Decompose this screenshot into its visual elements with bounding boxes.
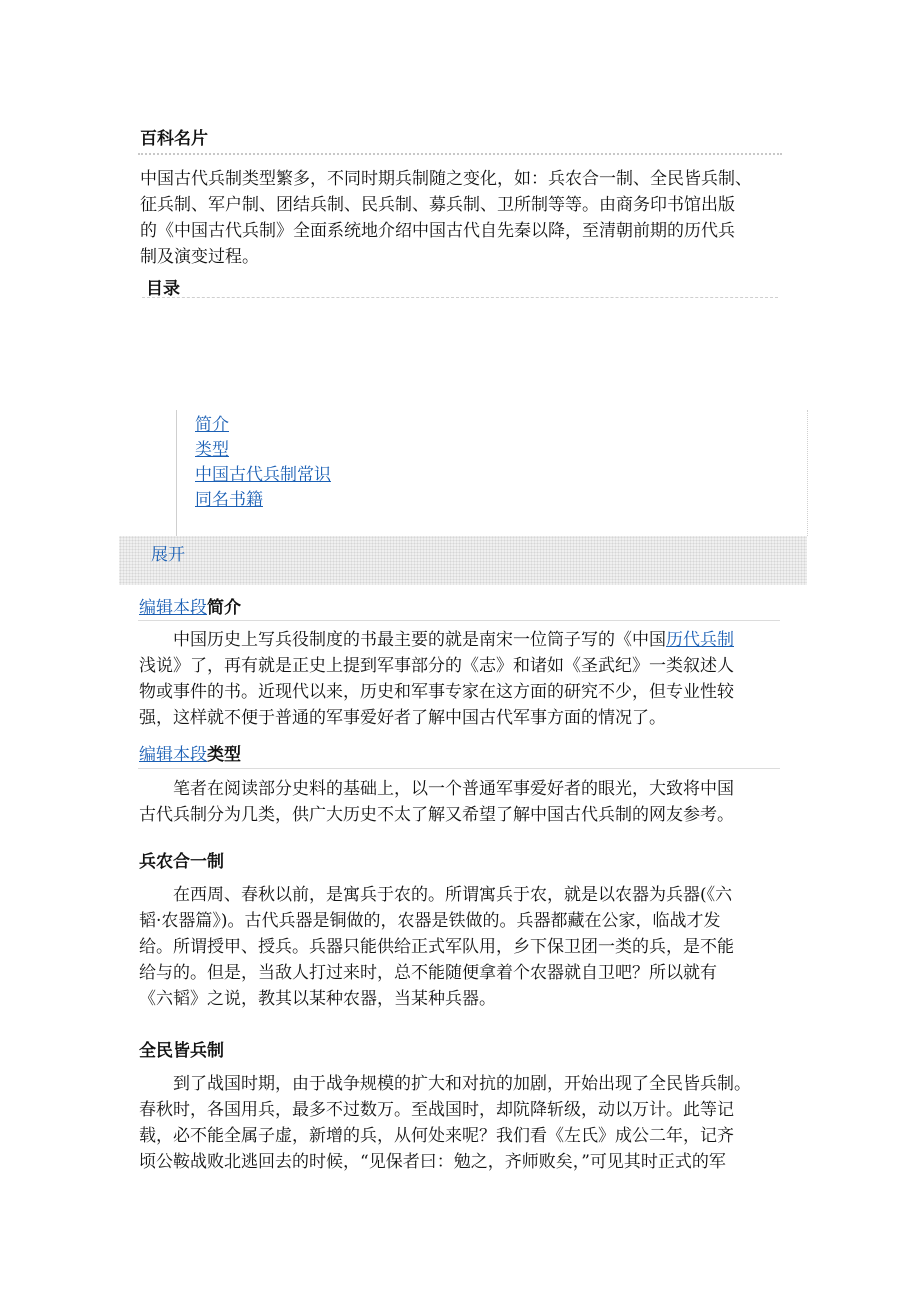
body-line: 到了战国时期，由于战争规模的扩大和对抗的加剧，开始出现了全民皆兵制。	[139, 1074, 751, 1094]
types-line: 笔者在阅读部分史料的基础上，以一个普通军事爱好者的眼光，大致将中国	[139, 779, 734, 799]
section-title: 简介	[207, 598, 241, 618]
intro-line: 强，这样就不便于普通的军事爱好者了解中国古代军事方面的情况了。	[139, 708, 666, 728]
toc-link-types[interactable]: 类型	[195, 440, 229, 460]
edit-section-link[interactable]: 编辑本段	[139, 598, 207, 618]
body-line: 在西周、春秋以前，是寓兵于农的。所谓寓兵于农，就是以农器为兵器(《六	[139, 885, 733, 905]
body-line: 《六韬》之说，教其以某种农器，当某种兵器。	[139, 989, 496, 1009]
body-line: 给。所谓授甲、授兵。兵器只能供给正式军队用，乡下保卫团一类的兵，是不能	[139, 937, 734, 957]
card-summary	[140, 166, 752, 270]
toc-link-knowledge[interactable]: 中国古代兵制常识	[195, 465, 331, 485]
subsection-body	[139, 1071, 751, 1175]
section-divider	[138, 768, 780, 769]
body-line: 载，必不能全属子虚，新增的兵，从何处来呢？我们看《左氏》成公二年，记齐	[139, 1126, 734, 1146]
toc-list	[176, 410, 808, 536]
body-line: 给与的。但是，当敌人打过来时，总不能随便拿着个农器就自卫吧？所以就有	[139, 963, 717, 983]
subsection-title: 全民皆兵制	[139, 1041, 224, 1061]
toc-link-intro[interactable]: 简介	[195, 415, 229, 435]
expand-button[interactable]: 展开	[151, 545, 185, 565]
card-title: 百科名片	[140, 129, 208, 149]
card-line: 的《中国古代兵制》全面系统地介绍中国古代自先秦以降，至清朝前期的历代兵	[140, 221, 735, 241]
section-header-intro	[139, 593, 241, 618]
intro-body	[139, 627, 734, 731]
subsection-body	[139, 882, 734, 1012]
intro-line: 物或事件的书。近现代以来，历史和军事专家在这方面的研究不少，但专业性较	[139, 682, 734, 702]
types-line: 古代兵制分为几类，供广大历史不太了解又希望了解中国古代兵制的网友参考。	[139, 805, 734, 825]
card-line: 中国古代兵制类型繁多，不同时期兵制随之变化，如：兵农合一制、全民皆兵制、	[140, 169, 752, 189]
edit-section-link[interactable]: 编辑本段	[139, 745, 207, 765]
toc-divider	[142, 297, 778, 298]
body-line: 春秋时，各国用兵，最多不过数万。至战国时，却阬降斩级，动以万计。此等记	[139, 1100, 734, 1120]
subsection-title: 兵农合一制	[139, 852, 224, 872]
body-line: 韬·农器篇》)。古代兵器是铜做的，农器是铁做的。兵器都藏在公家，临战才发	[139, 911, 721, 931]
intro-line: 中国历史上写兵役制度的书最主要的就是南宋一位筒子写的《中国	[139, 630, 666, 650]
section-title: 类型	[207, 745, 241, 765]
types-body	[139, 776, 734, 828]
toc-link-books[interactable]: 同名书籍	[195, 490, 263, 510]
card-line: 制及演变过程。	[140, 247, 259, 267]
body-line: 顷公鞍战败北逃回去的时候，“见保者曰：勉之，齐师败矣，”可见其时正式的军	[139, 1152, 726, 1172]
intro-line: 浅说》了，再有就是正史上提到军事部分的《志》和诸如《圣武纪》一类叙述人	[139, 656, 734, 676]
toc-title: 目录	[146, 279, 180, 299]
history-military-link[interactable]: 历代兵制	[666, 630, 734, 650]
toc-expand-bar[interactable]	[119, 536, 807, 585]
card-divider	[138, 153, 782, 155]
section-divider	[138, 620, 780, 621]
section-header-types	[139, 740, 241, 765]
card-line: 征兵制、军户制、团结兵制、民兵制、募兵制、卫所制等等。由商务印书馆出版	[140, 195, 735, 215]
